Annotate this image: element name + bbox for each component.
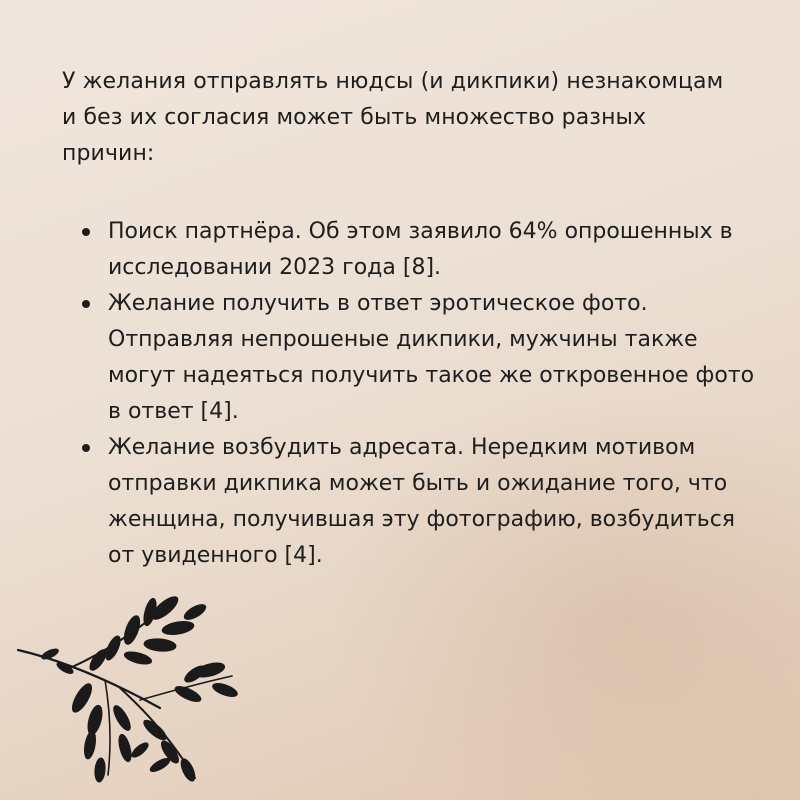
reason-item <box>62 286 762 430</box>
bullet-dot <box>82 300 90 308</box>
intro-paragraph: У желания отправлять нюдсы (и дикпики) незнакомцам и без их согласия может быть множество разных причин: <box>62 69 724 166</box>
reason-text: Желание возбудить адресата. Нередким мотивом отправки дикпика может быть и ожидание того, что женщина, получившая эту фотографию, возбудиться от увиденного [4]. <box>108 435 736 568</box>
bullet-dot <box>82 444 90 452</box>
reason-text: Поиск партнёра. Об этом заявило 64% опрошенных в исследовании 2023 года [8]. <box>108 219 733 280</box>
reason-text: Желание получить в ответ эротическое фото. Отправляя непрошеные дикпики, мужчины также могут надеяться получить такое же откровенное фото в ответ [4]. <box>108 291 755 424</box>
bullet-dot <box>82 228 90 236</box>
leaf-branch-icon <box>10 590 250 790</box>
reason-item <box>62 214 762 286</box>
reason-item <box>62 430 762 574</box>
reasons-list <box>62 214 762 574</box>
